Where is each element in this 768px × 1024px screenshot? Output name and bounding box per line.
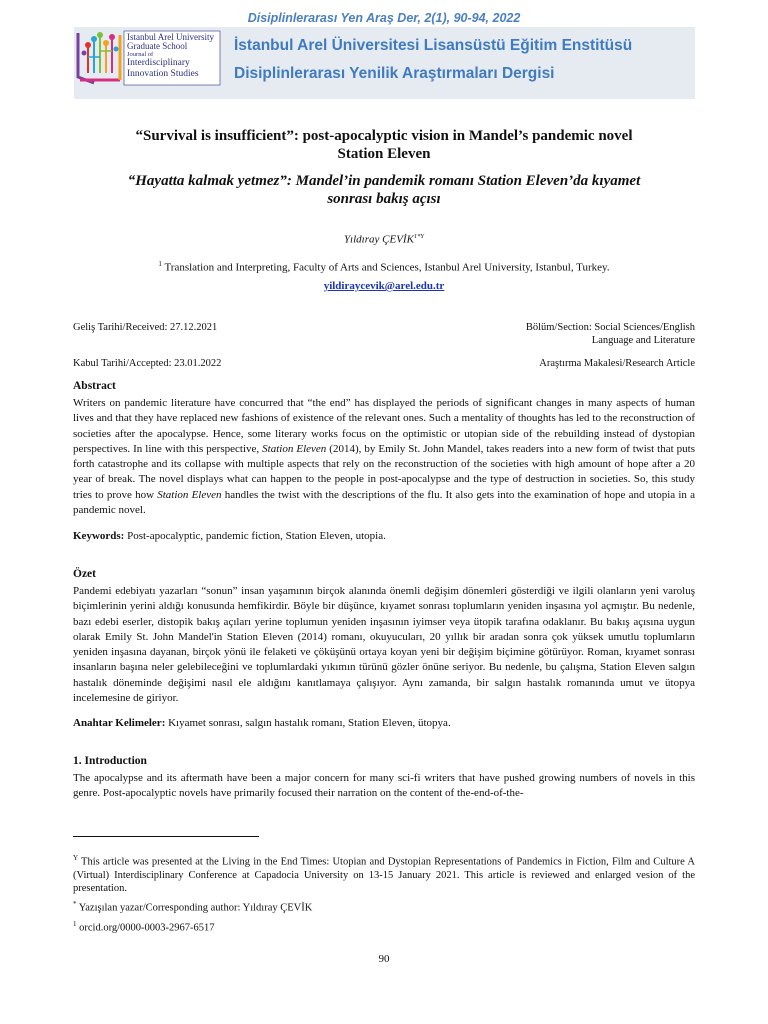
accepted-date: Kabul Tarihi/Accepted: 23.01.2022 <box>73 358 222 369</box>
logo-journal-of-text: Journal of <box>127 51 154 58</box>
university-logo <box>74 27 224 89</box>
keywords-list: Post-apocalyptic, pandemic fiction, Station Eleven, utopia. <box>124 530 386 542</box>
journal-citation: Disiplinlerarası Yen Araş Der, 2(1), 90-94, 2022 <box>247 11 521 25</box>
logo-school-text: Graduate School <box>127 41 188 51</box>
footnote-presentation <box>73 852 695 895</box>
anahtar-list: Kıyamet sonrası, salgın hastalık romanı, Station Eleven, ütopya. <box>165 717 451 729</box>
anahtar-label: Anahtar Kelimeler: <box>73 717 166 729</box>
institute-name: İstanbul Arel Üniversitesi Lisansüstü Eğitim Enstitüsü <box>234 37 633 54</box>
affiliation-text: Translation and Interpreting, Faculty of Arts and Sciences, Istanbul Arel University, Istanbul, Turkey. <box>164 261 610 274</box>
footnote-text: orcid.org/0000-0003-2967-6517 <box>76 922 215 934</box>
abstract-part3: handles the twist with the descriptions of the flu. It also gets into the examination of hope and utopia in a pandemic novel. <box>73 488 695 517</box>
abstract-part1: Writers on pandemic literature have concurred that “the end” has displayed the periods of significant changes in many aspects of human lives and that they have replaced new fashions of existence of the relevant ones. Such a mentality of thoughts has led to the reconstruction of societies after the apocalypse. Hence, some literary works focus on the optimistic or utopian side of the rebuilding instead of dystopian perspectives. In line with this perspective, <box>73 397 695 455</box>
received-date: Geliş Tarihi/Received: 27.12.2021 <box>73 322 218 333</box>
footnote-mark: 1 <box>73 920 77 928</box>
logo-interdisciplinary-text: Interdisciplinary <box>127 58 190 68</box>
page-number: 90 <box>378 953 390 965</box>
footnote-mark: Y <box>73 854 79 862</box>
keywords <box>73 529 695 544</box>
abstract-heading: Abstract <box>73 380 116 392</box>
ozet-heading: Özet <box>73 568 96 580</box>
author-line <box>0 233 768 246</box>
logo-university-text: Istanbul Arel University <box>127 32 214 42</box>
title-english <box>0 127 768 163</box>
footnote-text: Yazışılan yazar/Corresponding author: Yıldıray ÇEVİK <box>76 902 313 914</box>
logo-innovation-text: Innovation Studies <box>127 69 199 79</box>
author-affiliation <box>0 260 768 274</box>
footnote-corresponding-author <box>73 898 695 915</box>
journal-banner <box>74 27 695 99</box>
abstract-italic1: Station Eleven <box>262 442 327 455</box>
abstract-part2: (2014), by Emily St. John Mandel, takes readers into a new form of twist that puts forth catastrophe and its collapse with multiple aspects that rely on the reconstruction of the societies with high amount of hope after a 20 year of break. The novel displays what can happen to the people in post-apocalypse and the type of destruction in societies. So, this study tries to prove how <box>73 442 696 501</box>
author-name: Yıldıray ÇEVİK <box>343 233 414 246</box>
keywords-label: Keywords: <box>73 530 125 542</box>
footnote-mark: * <box>73 900 77 908</box>
journal-name: Disiplinlerarası Yenilik Araştırmaları Dergisi <box>234 65 555 82</box>
abstract-italic2: Station Eleven <box>157 488 222 501</box>
title-english-line2: Station Eleven <box>337 146 431 162</box>
section-line1: Bölüm/Section: Social Sciences/English <box>525 322 695 333</box>
title-turkish <box>0 172 768 208</box>
title-turkish-line1: “Hayatta kalmak yetmez”: Mandel’in pandemik romanı Station Eleven’da kıyamet <box>127 173 641 189</box>
section-line2: Language and Literature <box>591 335 695 346</box>
title-turkish-line2: sonrası bakış açısı <box>327 191 441 207</box>
title-english-line1: “Survival is insufficient”: post-apocalyptic vision in Mandel’s pandemic novel <box>135 128 633 144</box>
article-type: Araştırma Makalesi/Research Article <box>539 358 695 369</box>
affiliation-mark: 1 <box>158 260 162 268</box>
introduction-text: The apocalypse and its aftermath have been a major concern for many sci-fi writers that have pushed growing numbers of novels in this genre. Post-apocalyptic novels have primarily focused their narration on the content of the-end-of-the- <box>73 772 695 800</box>
footnote-text: This article was presented at the Living in the End Times: Utopian and Dystopian Representations of Pandemics in Fiction, Film and Culture A (Virtual) Interdisciplinary Conference at Capadocia University on 13-15 January 2021. This article is reviewed and enlarged vesion of the presentation. <box>73 856 695 895</box>
footnote-orcid <box>73 918 695 935</box>
author-marks: 1*Y <box>413 233 425 240</box>
article-section <box>395 321 695 347</box>
abstract-text <box>73 396 695 518</box>
introduction-heading: 1. Introduction <box>73 755 147 767</box>
anahtar-kelimeler <box>73 716 695 731</box>
author-email-link[interactable]: yildiraycevik@arel.edu.tr <box>323 280 445 292</box>
footnote-divider <box>73 836 259 837</box>
ozet-text: Pandemi edebiyatı yazarları “sonun” insan yaşamının birçok alanında önemli değişim dönemleri gösterdiği ve ilgili olanların yeni varoluş biçimlerinin yerini aldığı konusunda hemfikirdir. Böyle bir düşünce, kıyamet sonrası toplumların yeniden inşasına yol açmıştır. Bu nedenle, bazı edebi eserler, distopik bakış açıları yerine toplumun yeniden inşasının iyimser veya ütopik tarafına odaklanır. Bu bakış açısına uygun olarak Emily St. John Mandel'in Station Eleven (2014) romanı, okuyucuları, 20 yıllık bir aradan sonra çok yüksek umutlu toplumların yeniden inşasına dayanan, birçok yönü ile felaketi ve çöküşünü ortaya koyan yeni bir değişim biçimine götürüyor. Roman, kıyamet sonrası insanların başına neler gelebileceğini ve toplumlardaki yıkımın türünü gözler önüne seriyor. Bu nedenle, bu çalışma, Station Eleven salgın hastalık döneminde değişimi nasıl ele aldığını kanıtlamaya çalışıyor. Aynı zamanda, bir salgın hastalık romanında umut ve ütopya incelemesine de giriyor. <box>73 585 695 705</box>
